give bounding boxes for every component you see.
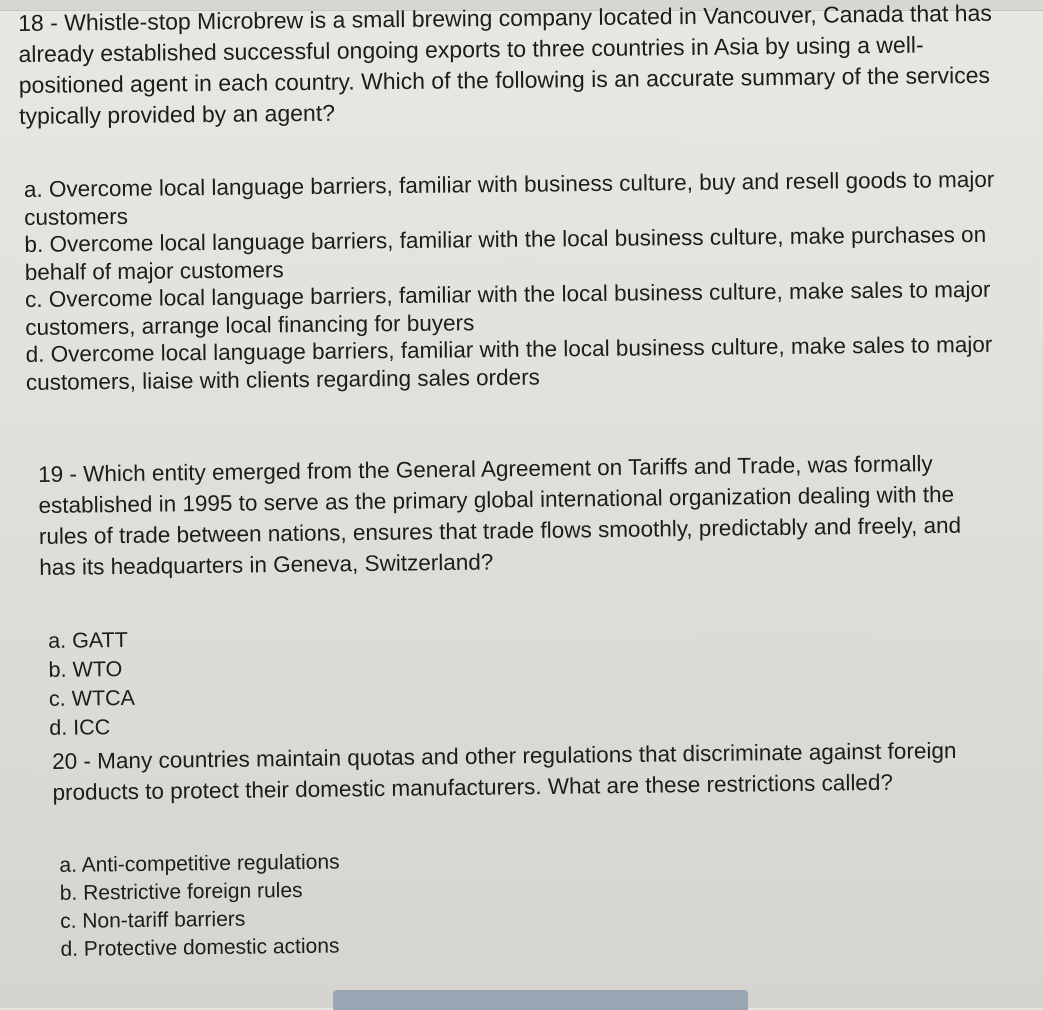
- question-19-option-b[interactable]: b. WTO: [48, 656, 123, 682]
- question-18-text: 18 - Whistle-stop Microbrew is a small brewing company located in Vancouver, Canada that has already established successful ongoing exports to three countries in Asia by using a well-positioned agent in each country. Which of the following is an accurate summary of the services typically provided by an agent?: [18, 0, 992, 129]
- question-19-option-c[interactable]: c. WTCA: [48, 685, 136, 711]
- question-20-option-b[interactable]: b. Restrictive foreign rules: [59, 878, 303, 905]
- bottom-button-bar[interactable]: [333, 990, 748, 1010]
- question-18-option-c[interactable]: c. Overcome local language barriers, familiar with the local business culture, make sales to major customers, arrange local financing for buyers: [24, 276, 991, 340]
- question-20-options: [59, 840, 1004, 964]
- question-18: [18, 0, 1022, 396]
- question-19-option-d[interactable]: d. ICC: [49, 715, 111, 740]
- question-19-option-a[interactable]: a. GATT: [48, 627, 129, 653]
- question-19-text: 19 - Which entity emerged from the General Agreement on Tariffs and Trade, was formally established in 1995 to serve as the primary global international organization dealing with the rules of trade between nations, ensures that trade flows smoothly, predictably and freely, and has its headquarters in Geneva, Switzerland?: [38, 451, 962, 580]
- question-18-options: [24, 166, 1022, 396]
- question-19-options: [48, 615, 1001, 743]
- question-18-option-d[interactable]: d. Overcome local language barriers, familiar with the local business culture, make sales to major customers, liaise with clients regarding sales orders: [25, 331, 993, 395]
- question-18-option-b[interactable]: b. Overcome local language barriers, familiar with the local business culture, make purchases on behalf of major customers: [24, 221, 987, 285]
- question-20: [52, 734, 1005, 964]
- question-18-option-a[interactable]: a. Overcome local language barriers, familiar with business culture, buy and resell goods to major customers: [23, 166, 995, 230]
- question-19: [38, 447, 1001, 743]
- question-20-option-c[interactable]: c. Non-tariff barriers: [60, 907, 246, 933]
- question-20-text: 20 - Many countries maintain quotas and other regulations that discriminate against foreign products to protect their domestic manufacturers. What are these restrictions called?: [52, 737, 957, 805]
- question-20-option-d[interactable]: d. Protective domestic actions: [60, 934, 340, 961]
- question-20-option-a[interactable]: a. Anti-competitive regulations: [59, 850, 340, 877]
